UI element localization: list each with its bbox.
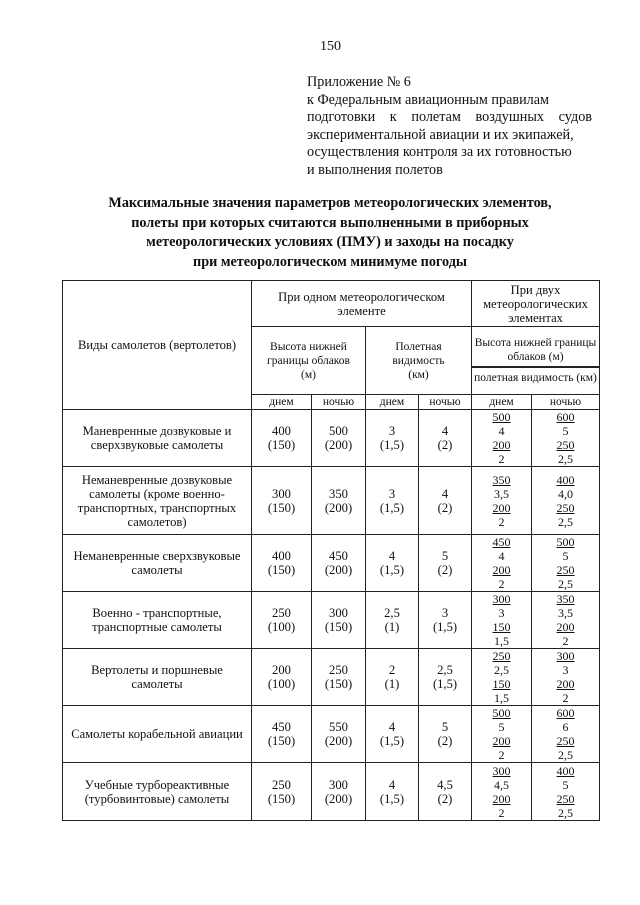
cloud-day xyxy=(252,410,312,467)
value: 5 xyxy=(562,549,569,563)
value: 2,5 xyxy=(558,805,574,820)
vis-day xyxy=(366,592,419,649)
value: 400 xyxy=(272,549,291,563)
appendix-line: подготовки к полетам воздушных судов xyxy=(307,109,592,125)
table-row xyxy=(63,410,600,467)
vis-night xyxy=(419,592,472,649)
value: 350 xyxy=(556,592,575,606)
value-min: (2) xyxy=(437,500,453,515)
value-min: (1,5) xyxy=(379,734,405,748)
value-min: (2) xyxy=(437,438,453,452)
value: 250 xyxy=(329,663,348,677)
two-day xyxy=(472,592,532,649)
value: 2,5 xyxy=(494,663,510,677)
value-min: (100) xyxy=(267,620,296,634)
cloud-day xyxy=(252,763,312,821)
vis-night xyxy=(419,535,472,592)
value: 2,5 xyxy=(558,577,574,591)
value: 500 xyxy=(492,410,511,424)
value: 400 xyxy=(556,763,575,778)
cloud-night xyxy=(312,410,366,467)
value: 250 xyxy=(556,563,575,577)
value-min: (100) xyxy=(267,677,296,691)
value: 5 xyxy=(498,720,505,734)
value: 150 xyxy=(492,677,511,691)
header-day: днем xyxy=(472,395,532,410)
cloud-day xyxy=(252,535,312,592)
value: 4 xyxy=(388,549,396,563)
value: 450 xyxy=(272,720,291,734)
appendix-line: экспериментальной авиации и их экипажей, xyxy=(307,126,574,143)
value: 350 xyxy=(492,472,511,487)
value-min: (1) xyxy=(384,620,400,634)
table-row xyxy=(63,467,600,535)
vis-day xyxy=(366,706,419,763)
vis-day xyxy=(366,410,419,467)
header-night: ночью xyxy=(419,395,472,410)
header-two-fraction xyxy=(472,327,600,395)
value: 550 xyxy=(329,720,348,734)
value: 2 xyxy=(562,691,569,705)
value: 4 xyxy=(498,549,505,563)
two-day xyxy=(472,706,532,763)
value: 2 xyxy=(498,748,505,762)
value: 600 xyxy=(556,706,575,720)
cloud-night xyxy=(312,535,366,592)
appendix-line: и выполнения полетов xyxy=(307,161,443,178)
value-min: (150) xyxy=(267,734,296,748)
appendix-title: Приложение № 6 xyxy=(307,74,411,90)
value: 2 xyxy=(498,805,505,820)
value: 250 xyxy=(556,791,575,806)
value: 2 xyxy=(562,634,569,648)
value: 4,0 xyxy=(558,486,574,501)
value-min: (150) xyxy=(267,500,296,515)
value: 350 xyxy=(329,486,348,501)
aircraft-type: Маневренные дозвуковые и сверхзвуковые самолеты xyxy=(63,410,252,467)
value: 6 xyxy=(562,720,569,734)
vis-day xyxy=(366,535,419,592)
header-two-elements: При двух метеорологических элементах xyxy=(472,281,600,327)
value: 600 xyxy=(556,410,575,424)
header-cloud-height: Высота нижней границы облаков (м) xyxy=(252,327,366,395)
vis-night xyxy=(419,706,472,763)
title-line: при метеорологическом минимуме погоды xyxy=(193,253,467,270)
value: 300 xyxy=(556,649,575,663)
value-min: (1,5) xyxy=(432,620,458,634)
value: 300 xyxy=(492,763,511,778)
value: 200 xyxy=(492,734,511,748)
two-day xyxy=(472,649,532,706)
vis-night xyxy=(419,467,472,535)
value: 500 xyxy=(492,706,511,720)
title-line: полеты при которых считаются выполненными в приборных xyxy=(131,214,529,231)
value-min: (2) xyxy=(437,563,453,577)
title-line: Максимальные значения параметров метеорологических элементов, xyxy=(108,195,552,211)
value: 500 xyxy=(556,535,575,549)
value-min: (1,5) xyxy=(379,500,405,515)
vis-night xyxy=(419,410,472,467)
value-min: (200) xyxy=(324,438,353,452)
cloud-day xyxy=(252,467,312,535)
value-min: (1,5) xyxy=(432,677,458,691)
value: 4 xyxy=(441,424,449,438)
value: 200 xyxy=(492,438,511,452)
value: 1,5 xyxy=(494,634,510,648)
header-visibility: Полетная видимость (км) xyxy=(366,327,472,395)
value: 500 xyxy=(329,424,348,438)
value: 2,5 xyxy=(384,606,400,620)
value: 250 xyxy=(272,777,291,792)
value: 2 xyxy=(498,577,505,591)
value: 5 xyxy=(562,424,569,438)
table-row xyxy=(63,706,600,763)
header-day: днем xyxy=(252,395,312,410)
value: 5 xyxy=(441,720,449,734)
vis-day xyxy=(366,649,419,706)
cloud-night xyxy=(312,649,366,706)
value: 2 xyxy=(498,452,505,466)
value: 4,5 xyxy=(494,777,510,792)
value: 250 xyxy=(556,734,575,748)
two-night xyxy=(532,535,600,592)
vis-day xyxy=(366,763,419,821)
value: 300 xyxy=(492,592,511,606)
value: 3 xyxy=(562,663,569,677)
value: 4 xyxy=(498,424,505,438)
value: 4 xyxy=(388,777,396,792)
value-min: (200) xyxy=(324,791,353,806)
value-min: (1) xyxy=(384,677,400,691)
value-min: (1,5) xyxy=(379,563,405,577)
value-min: (2) xyxy=(437,734,453,748)
value: 5 xyxy=(441,549,449,563)
header-two-top: Высота нижней границы облаков (м) xyxy=(472,336,599,368)
value: 4 xyxy=(441,486,449,501)
value-min: (200) xyxy=(324,500,353,515)
cloud-night xyxy=(312,592,366,649)
two-night xyxy=(532,467,600,535)
two-night xyxy=(532,649,600,706)
cloud-day xyxy=(252,706,312,763)
page-number: 150 xyxy=(320,39,341,54)
header-night: ночью xyxy=(532,395,600,410)
cloud-day xyxy=(252,649,312,706)
value: 200 xyxy=(492,563,511,577)
table-row xyxy=(63,763,600,821)
document-title xyxy=(60,194,600,272)
value: 200 xyxy=(556,677,575,691)
aircraft-type: Самолеты корабельной авиации xyxy=(63,706,252,763)
value: 3,5 xyxy=(494,486,510,501)
value: 450 xyxy=(329,549,348,563)
value: 3,5 xyxy=(558,606,574,620)
cloud-day xyxy=(252,592,312,649)
value: 300 xyxy=(329,606,348,620)
value: 3 xyxy=(441,606,449,620)
two-day xyxy=(472,535,532,592)
table-row xyxy=(63,592,600,649)
two-night xyxy=(532,763,600,821)
value: 2,5 xyxy=(558,748,574,762)
cloud-night xyxy=(312,467,366,535)
value: 3 xyxy=(498,606,505,620)
vis-night xyxy=(419,649,472,706)
appendix-block xyxy=(307,74,592,179)
aircraft-type: Военно - транспортные, транспортные самолеты xyxy=(63,592,252,649)
value: 400 xyxy=(556,472,575,487)
value: 2,5 xyxy=(558,452,574,466)
value: 250 xyxy=(556,438,575,452)
aircraft-type: Вертолеты и поршневые самолеты xyxy=(63,649,252,706)
cloud-night xyxy=(312,706,366,763)
two-day xyxy=(472,410,532,467)
value: 4,5 xyxy=(437,777,453,792)
value: 450 xyxy=(492,535,511,549)
value: 2,5 xyxy=(437,663,453,677)
header-aircraft-type: Виды самолетов (вертолетов) xyxy=(63,281,252,410)
table-row xyxy=(63,535,600,592)
two-day xyxy=(472,467,532,535)
value: 150 xyxy=(492,620,511,634)
table-row xyxy=(63,649,600,706)
two-night xyxy=(532,706,600,763)
aircraft-type: Учебные турбореактивные (турбовинтовые) самолеты xyxy=(63,763,252,821)
header-day: днем xyxy=(366,395,419,410)
value: 3 xyxy=(388,424,396,438)
value: 200 xyxy=(492,791,511,806)
value: 4 xyxy=(388,720,396,734)
value-min: (1,5) xyxy=(379,438,405,452)
aircraft-type: Неманевренные сверхзвуковые самолеты xyxy=(63,535,252,592)
two-day xyxy=(472,763,532,821)
appendix-line: к Федеральным авиационным правилам xyxy=(307,91,550,108)
value-min: (150) xyxy=(267,563,296,577)
title-line: метеорологических условиях (ПМУ) и заходы на посадку xyxy=(146,234,514,250)
value-min: (200) xyxy=(324,734,353,748)
value-min: (150) xyxy=(324,620,353,634)
value-min: (150) xyxy=(267,791,296,806)
value: 3 xyxy=(388,486,396,501)
value: 250 xyxy=(556,500,575,515)
value: 200 xyxy=(556,620,575,634)
value: 1,5 xyxy=(494,691,510,705)
value: 2 xyxy=(498,514,505,529)
header-two-bottom: полетная видимость (км) xyxy=(474,372,597,384)
value: 300 xyxy=(329,777,348,792)
value-min: (150) xyxy=(324,677,353,691)
appendix-line: осуществления контроля за их готовностью xyxy=(307,144,572,160)
value: 5 xyxy=(562,777,569,792)
value: 300 xyxy=(272,486,291,501)
value-min: (1,5) xyxy=(379,791,405,806)
vis-night xyxy=(419,763,472,821)
value-min: (150) xyxy=(267,438,296,452)
two-night xyxy=(532,592,600,649)
cloud-night xyxy=(312,763,366,821)
value: 200 xyxy=(492,500,511,515)
header-night: ночью xyxy=(312,395,366,410)
value: 2 xyxy=(388,663,396,677)
value-min: (200) xyxy=(324,563,353,577)
value: 200 xyxy=(272,663,291,677)
aircraft-type: Неманевренные дозвуковые самолеты (кроме военно-транспортных, транспортных самолетов) xyxy=(63,467,252,535)
value-min: (2) xyxy=(437,791,453,806)
two-night xyxy=(532,410,600,467)
header-one-element: При одном метеорологическом элементе xyxy=(252,281,472,327)
meteo-minimum-table xyxy=(62,280,600,821)
value: 2,5 xyxy=(558,514,574,529)
vis-day xyxy=(366,467,419,535)
value: 250 xyxy=(492,649,511,663)
value: 400 xyxy=(272,424,291,438)
value: 250 xyxy=(272,606,291,620)
